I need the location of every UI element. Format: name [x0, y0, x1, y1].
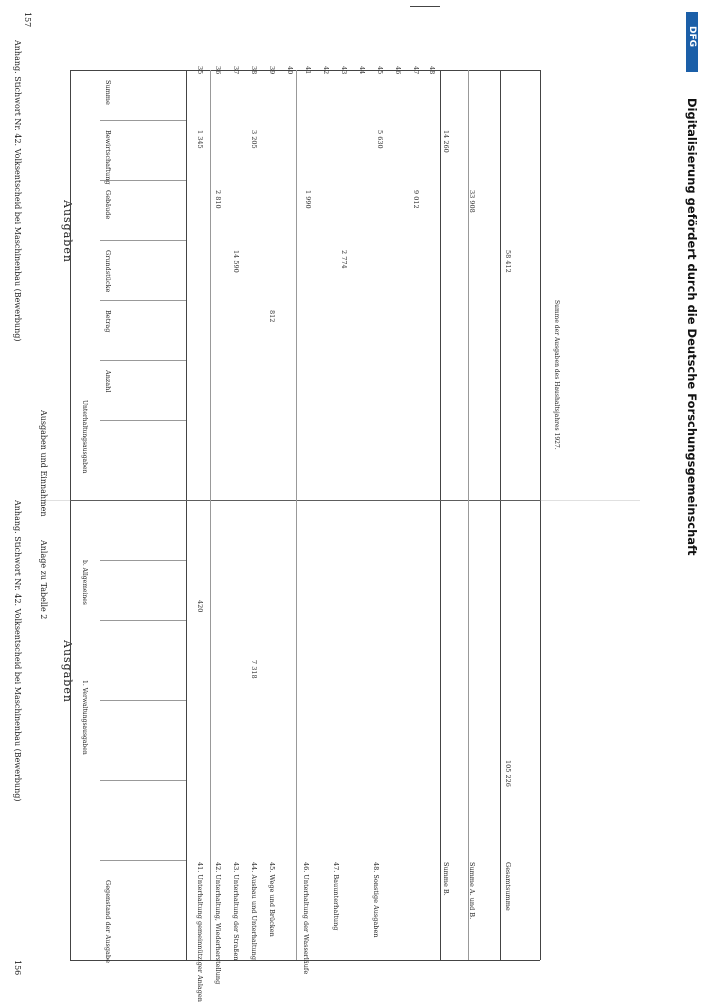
table-cell: 5 630 [376, 130, 384, 149]
header-rule [100, 620, 186, 621]
table-cell: 3 205 [250, 130, 258, 149]
row-label: 42. Unterhaltung, Wiederherstellung [214, 862, 222, 985]
table-cell: 7 318 [250, 660, 258, 679]
column-header: Summe [104, 80, 112, 105]
row-number: 37 [232, 66, 240, 75]
row-label: 45. Wege und Brücken [268, 862, 276, 937]
table-cell: 9 012 [412, 190, 420, 209]
table-cell: 14 590 [232, 250, 240, 273]
table-cell: 58 412 [504, 250, 512, 273]
row-number: 35 [196, 66, 204, 75]
table-cell: 2 810 [214, 190, 222, 209]
column-header: Bewirtschaftung [104, 130, 112, 185]
row-number: 47 [412, 66, 420, 75]
page-number-left: 156 [13, 960, 22, 976]
left-section-title: Ausgaben [61, 640, 74, 703]
table-cell: 1 345 [196, 130, 204, 149]
col-line [440, 70, 441, 960]
col-line [540, 70, 541, 960]
row-label: 48. Sonstige Ausgaben [372, 862, 380, 938]
right-page-running-head: Anhang. Stichwort Nr. 42. Volksentscheid bei Maschinenbau (Bewerbung) [13, 40, 22, 342]
col-line [70, 70, 71, 960]
table-cell: 1 990 [304, 190, 312, 209]
row-number: 40 [286, 66, 294, 75]
header-rule [100, 560, 186, 561]
column-header: Betrag [104, 310, 112, 333]
table-cell: 420 [196, 600, 204, 613]
dfg-credit-text: Digitalisierung gefördert durch die Deutsche Forschungsgemeinschaft [685, 98, 699, 556]
header-rule [100, 240, 186, 241]
right-section-title: Ausgaben [61, 200, 74, 263]
row-number: 41 [304, 66, 312, 75]
footnote: Summe der Ausgaben des Haushaltsjahres 1927. [553, 300, 560, 450]
top-mark [410, 6, 440, 7]
left-page-running-head: Anhang. Stichwort Nr. 42. Volksentscheid bei Maschinenbau (Bewerbung) [13, 500, 22, 802]
right-title-line: Ausgaben und Einnahmen [39, 410, 48, 517]
col-line [296, 70, 297, 960]
header-rule [100, 120, 186, 121]
header-rule [100, 700, 186, 701]
dfg-banner [685, 8, 699, 988]
row-label: 44. Ausbau und Unterhaltung [250, 862, 258, 961]
row-number: 48 [428, 66, 436, 75]
table-cell: 2 774 [340, 250, 348, 269]
row-number: 46 [394, 66, 402, 75]
header-rule [100, 420, 186, 421]
right-subsection-title: Unterhaltungsausgaben [81, 400, 88, 474]
row-label: Gesamtsumme [504, 862, 512, 911]
table-cell: 14 260 [442, 130, 450, 153]
row-number: 42 [322, 66, 330, 75]
row-label: 43. Unterhaltung der Straßen [232, 862, 240, 961]
row-label: 41. Unterhaltung gemeinnütziger Anlagen [196, 862, 204, 1002]
left-top-line: Anlage zu Tabelle 2 [39, 540, 48, 620]
row-label: 46. Unterhaltung der Wasserläufe [302, 862, 310, 975]
row-number: 44 [358, 66, 366, 75]
header-rule [100, 780, 186, 781]
header-rule [100, 360, 186, 361]
left-subsection-title: 1. Verwaltungsausgaben [81, 680, 88, 755]
row-number: 36 [214, 66, 222, 75]
header-rule [100, 860, 186, 861]
table-cell: 105 226 [504, 760, 512, 787]
row-number: 45 [376, 66, 384, 75]
page-fold [40, 500, 640, 501]
col-line [210, 70, 211, 960]
page-number-right: 157 [23, 12, 32, 28]
row-number: 43 [340, 66, 348, 75]
column-header: Gegenstand der Ausgabe [104, 880, 112, 963]
table-cell: 33 908 [468, 190, 476, 213]
row-number: 39 [268, 66, 276, 75]
header-rule [100, 180, 186, 181]
column-header: Grundstücke [104, 250, 112, 293]
dfg-logo: DFG [686, 12, 698, 72]
col-line [500, 70, 501, 960]
row-number: 38 [250, 66, 258, 75]
row-label: Summe B. [442, 862, 450, 896]
left-subsection-b: b. Allgemeines [81, 560, 88, 605]
table-cell: 812 [268, 310, 276, 323]
column-header: Gebäude [104, 190, 112, 220]
col-line [186, 70, 187, 960]
row-label: 47. Bauunterhaltung [332, 862, 340, 931]
row-label: Summe A. und B. [468, 862, 476, 920]
header-rule [100, 300, 186, 301]
column-header: Anzahl [104, 370, 112, 393]
